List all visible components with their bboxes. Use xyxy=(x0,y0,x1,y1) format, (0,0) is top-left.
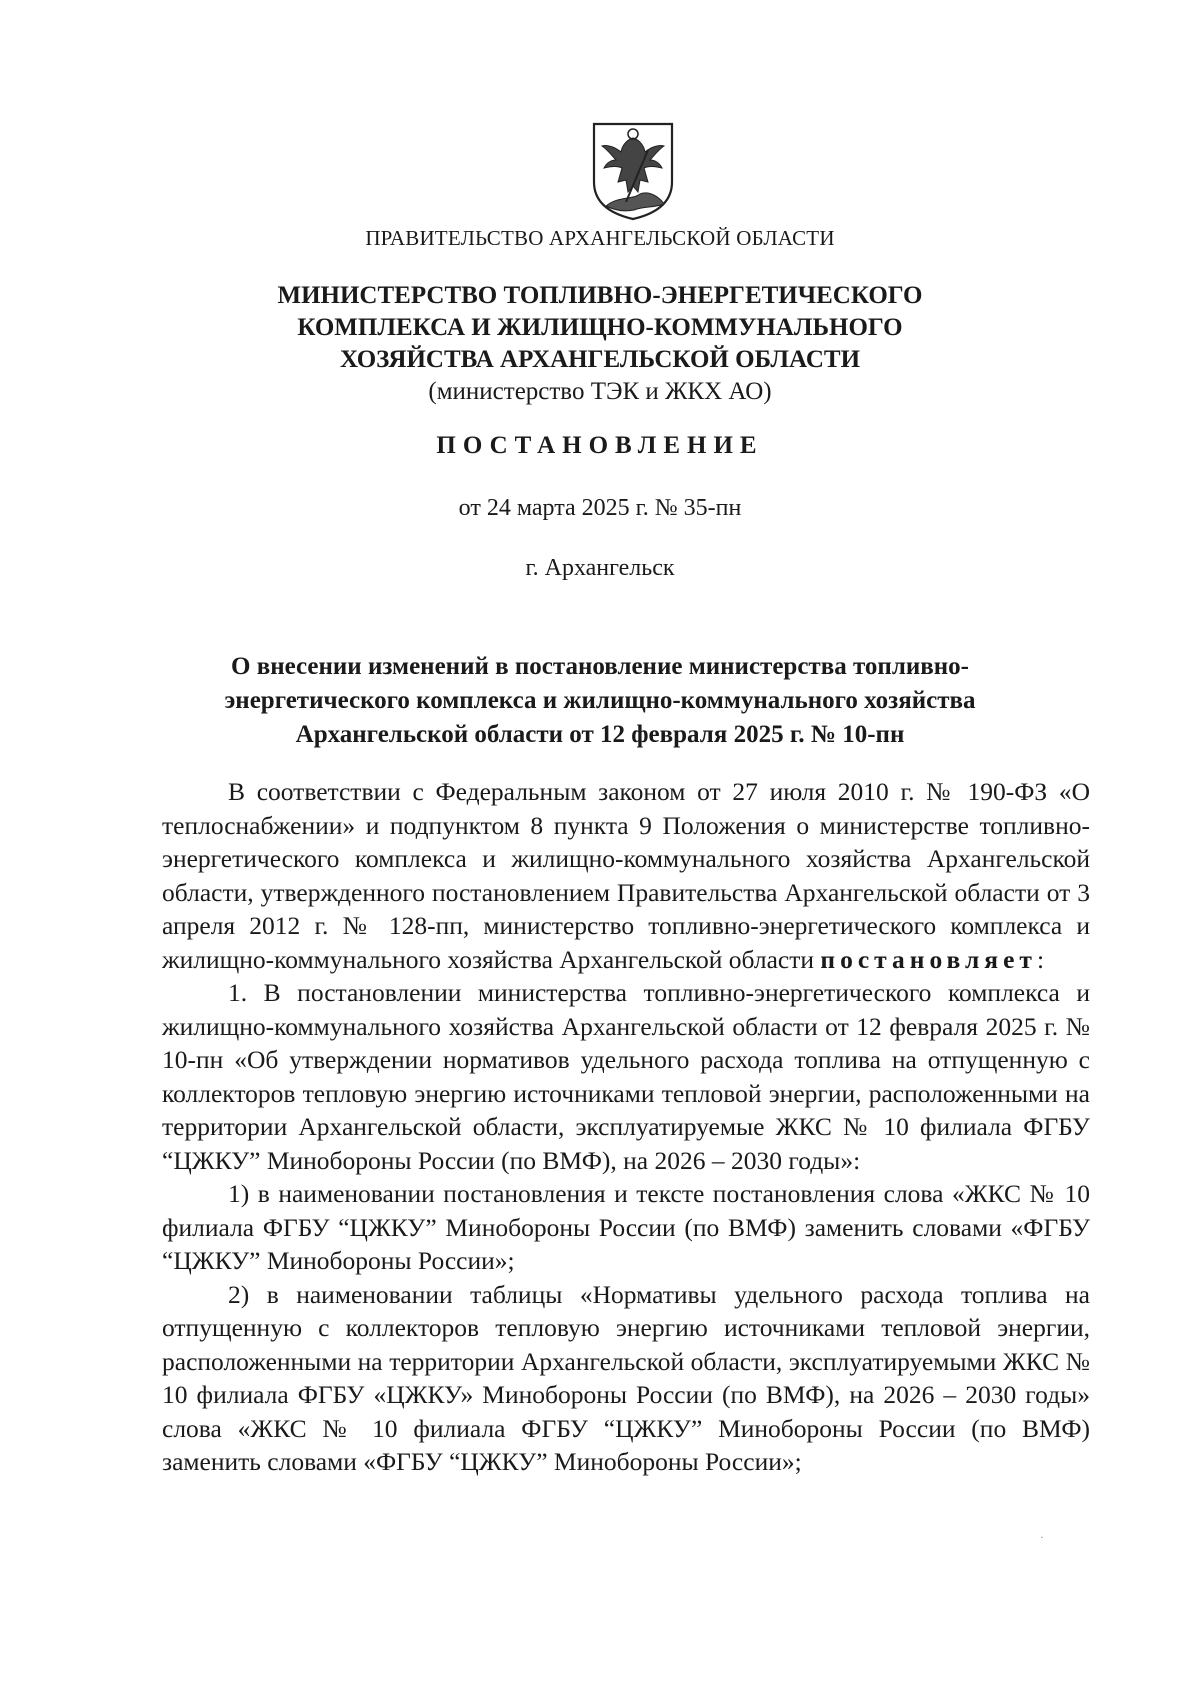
scan-speck: · xyxy=(1040,1530,1044,1544)
subitem-2-paragraph: 2) в наименовании таблицы «Нормативы удельного расхода топлива на отпущенную с коллекторов тепловую энергию источниками тепловой энергии, расположенными на территории Архангельской области, эксплуатируемыми ЖКС № 10 филиала ФГБУ «ЦЖКУ» Минобороны России (по ВМФ), на 2026 – 2030 годы» слова «ЖКС № 10 филиала ФГБУ “ЦЖКУ” Минобороны России (по ВМФ) заменить словами «ФГБУ “ЦЖКУ” Минобороны России»; xyxy=(162,1279,1090,1476)
document-date-number: от 24 марта 2025 г. № 35-пн xyxy=(458,495,742,521)
coat-of-arms-icon xyxy=(588,120,678,222)
title-line: О внесении изменений в постановление министерства топливно- xyxy=(231,653,969,680)
ministry-line: МИНИСТЕРСТВО ТОПЛИВНО-ЭНЕРГЕТИЧЕСКОГО xyxy=(277,282,923,309)
document-city: г. Архангельск xyxy=(525,555,675,581)
government-heading: ПРАВИТЕЛЬСТВО АРХАНГЕЛЬСКОЙ ОБЛАСТИ xyxy=(365,226,835,250)
title-line: энергетического комплекса и жилищно-коммунального хозяйства xyxy=(224,687,976,714)
document-type: ПОСТАНОВЛЕНИЕ xyxy=(436,432,764,459)
resolves-colon: : xyxy=(1036,944,1045,974)
item-1-paragraph: 1. В постановлении министерства топливно-энергетического комплекса и жилищно-коммунального хозяйства Архангельской области от 12 февраля 2025 г. № 10-пн «Об утверждении нормативов удельного расхода топлива на отпущенную с коллекторов тепловую энергию источниками тепловой энергии, расположенными на территории Архангельской области, эксплуатируемые ЖКС № 10 филиала ФГБУ “ЦЖКУ” Минобороны России (по ВМФ), на 2026 – 2030 годы»: xyxy=(162,978,1090,1175)
document-title xyxy=(0,650,1200,752)
subitem-1-paragraph: 1) в наименовании постановления и тексте постановления слова «ЖКС № 10 филиала ФГБУ “ЦЖКУ” Минобороны России (по ВМФ) заменить словами «ФГБУ “ЦЖКУ” Минобороны России»; xyxy=(162,1179,1090,1275)
ministry-abbreviation: (министерство ТЭК и ЖКХ АО) xyxy=(428,378,772,405)
resolves-word: постановляет xyxy=(820,944,1037,974)
preamble-paragraph xyxy=(162,775,1090,976)
ministry-line: ХОЗЯЙСТВА АРХАНГЕЛЬСКОЙ ОБЛАСТИ xyxy=(339,346,861,373)
title-line: Архангельской области от 12 февраля 2025 г. № 10-пн xyxy=(295,721,905,748)
ministry-line: КОМПЛЕКСА И ЖИЛИЩНО-КОММУНАЛЬНОГО xyxy=(297,314,903,341)
ministry-name xyxy=(0,280,1200,376)
preamble-text: В соответствии с Федеральным законом от 27 июля 2010 г. № 190-ФЗ «О теплоснабжении» и подпунктом 8 пункта 9 Положения о министерстве топливно-энергетического комплекса и жилищно-коммунального хозяйства Архангельской области, утвержденного постановлением Правительства Архангельской области от 3 апреля 2012 г. № 128-пп, министерство топливно-энергетического комплекса и жилищно-коммунального хозяйства Архангельской области xyxy=(162,777,1090,974)
document-body xyxy=(162,775,1090,1479)
